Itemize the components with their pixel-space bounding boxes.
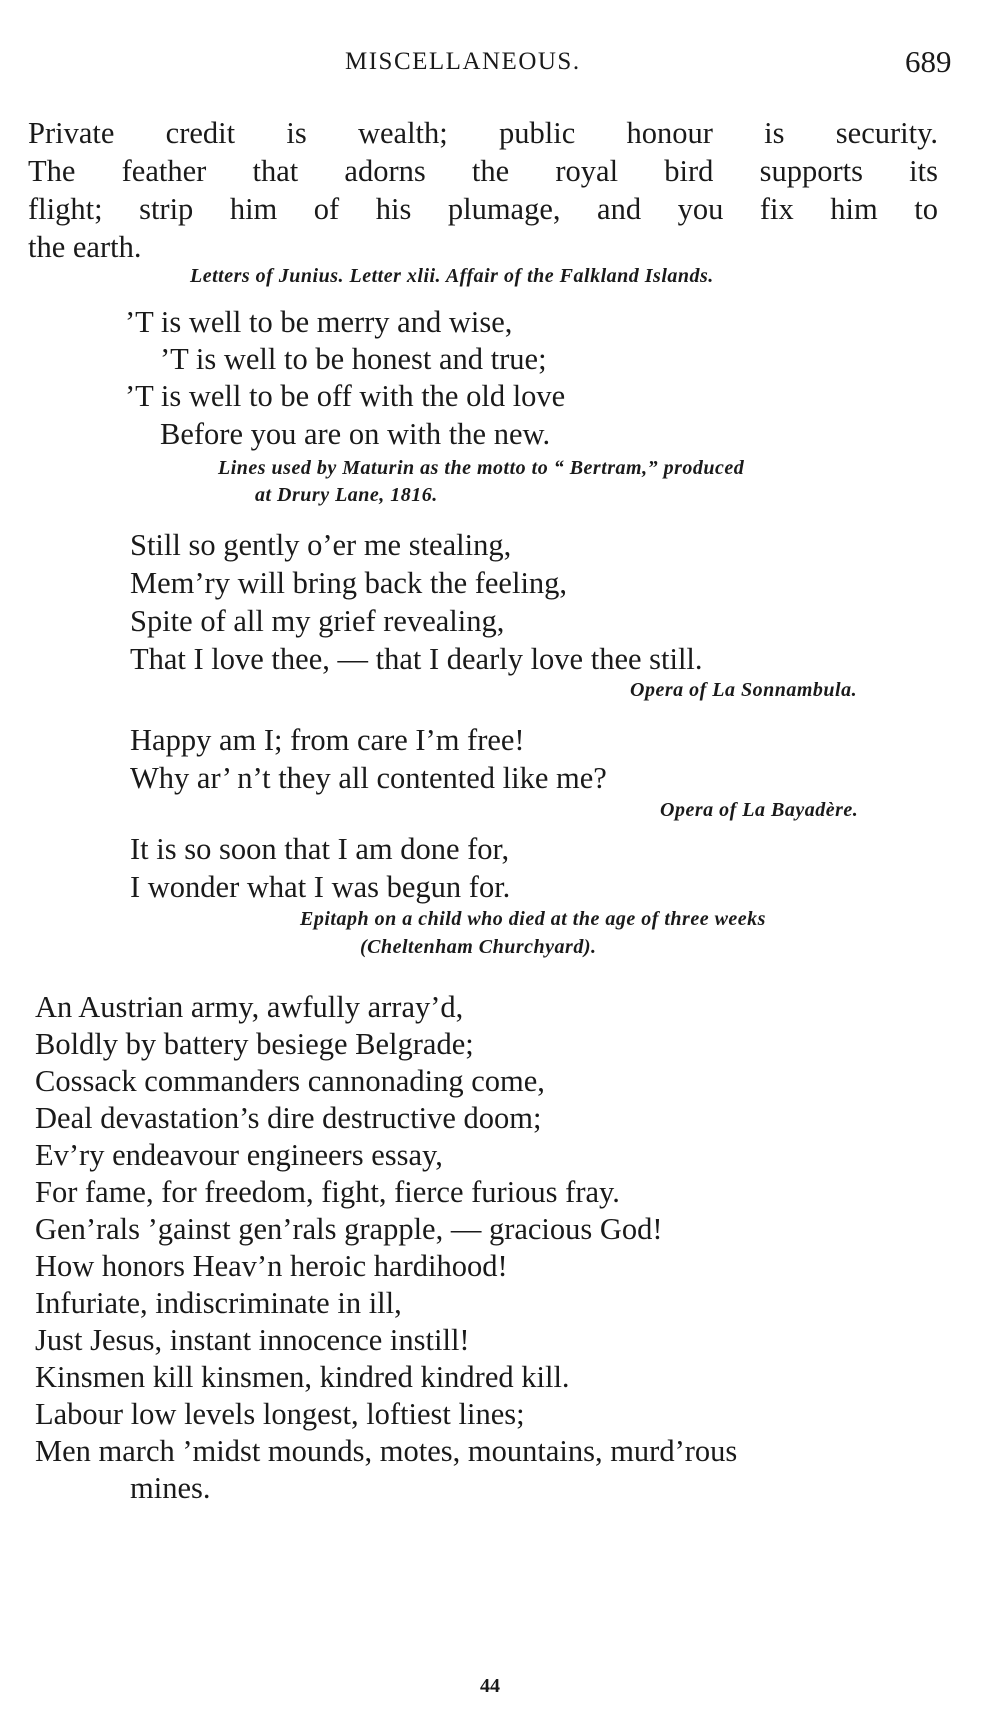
- epitaph-citation-line-2: (Cheltenham Churchyard).: [360, 936, 597, 958]
- alliterative-line-3: Cossack commanders cannonading come,: [35, 1064, 545, 1098]
- alliterative-line-7: Gen’rals ’gainst gen’rals grapple, — gracious God!: [35, 1212, 663, 1246]
- sonnambula-line-2: Mem’ry will bring back the feeling,: [130, 566, 568, 600]
- bertram-citation-line-2: at Drury Lane, 1816.: [255, 484, 438, 506]
- junius-line-4: the earth.: [28, 230, 142, 264]
- alliterative-line-2: Boldly by battery besiege Belgrade;: [35, 1027, 474, 1061]
- bertram-line-2: ’T is well to be honest and true;: [160, 342, 547, 376]
- junius-line-2: The feather that adorns the royal bird supports its: [28, 154, 938, 188]
- bertram-line-4: Before you are on with the new.: [160, 417, 551, 451]
- epitaph-line-2: I wonder what I was begun for.: [130, 870, 511, 904]
- alliterative-line-14: mines.: [130, 1471, 211, 1505]
- junius-line-3: flight; strip him of his plumage, and you fix him to: [28, 192, 938, 226]
- junius-line-1: Private credit is wealth; public honour is security.: [28, 116, 938, 150]
- alliterative-line-11: Kinsmen kill kinsmen, kindred kindred kill.: [35, 1360, 570, 1394]
- alliterative-line-1: An Austrian army, awfully array’d,: [35, 990, 464, 1024]
- bayadere-line-1: Happy am I; from care I’m free!: [130, 723, 525, 757]
- bertram-line-1: ’T is well to be merry and wise,: [125, 305, 513, 339]
- sonnambula-line-4: That I love thee, — that I dearly love thee still.: [130, 642, 703, 676]
- alliterative-line-6: For fame, for freedom, fight, fierce furious fray.: [35, 1175, 620, 1209]
- bayadere-line-2: Why ar’ n’t they all contented like me?: [130, 761, 607, 795]
- sonnambula-line-1: Still so gently o’er me stealing,: [130, 528, 512, 562]
- alliterative-line-10: Just Jesus, instant innocence instill!: [35, 1323, 470, 1357]
- running-head-title: MISCELLANEOUS.: [345, 48, 581, 75]
- alliterative-line-5: Ev’ry endeavour engineers essay,: [35, 1138, 443, 1172]
- bertram-line-3: ’T is well to be off with the old love: [125, 379, 566, 413]
- page-number: 689: [905, 44, 952, 79]
- alliterative-line-9: Infuriate, indiscriminate in ill,: [35, 1286, 402, 1320]
- junius-citation: Letters of Junius. Letter xlii. Affair of the Falkland Islands.: [190, 265, 714, 287]
- alliterative-line-4: Deal devastation’s dire destructive doom;: [35, 1101, 542, 1135]
- alliterative-line-12: Labour low levels longest, loftiest lines;: [35, 1397, 525, 1431]
- bertram-citation-line-1: Lines used by Maturin as the motto to “ Bertram,” produced: [218, 457, 745, 479]
- epitaph-line-1: It is so soon that I am done for,: [130, 832, 510, 866]
- sonnambula-citation: Opera of La Sonnambula.: [630, 679, 858, 701]
- alliterative-line-13: Men march ’midst mounds, motes, mountains, murd’rous: [35, 1434, 738, 1468]
- bayadere-citation: Opera of La Bayadère.: [660, 799, 859, 821]
- signature-mark: 44: [480, 1675, 500, 1697]
- epitaph-citation-line-1: Epitaph on a child who died at the age of three weeks: [300, 908, 766, 930]
- sonnambula-line-3: Spite of all my grief revealing,: [130, 604, 505, 638]
- alliterative-line-8: How honors Heav’n heroic hardihood!: [35, 1249, 508, 1283]
